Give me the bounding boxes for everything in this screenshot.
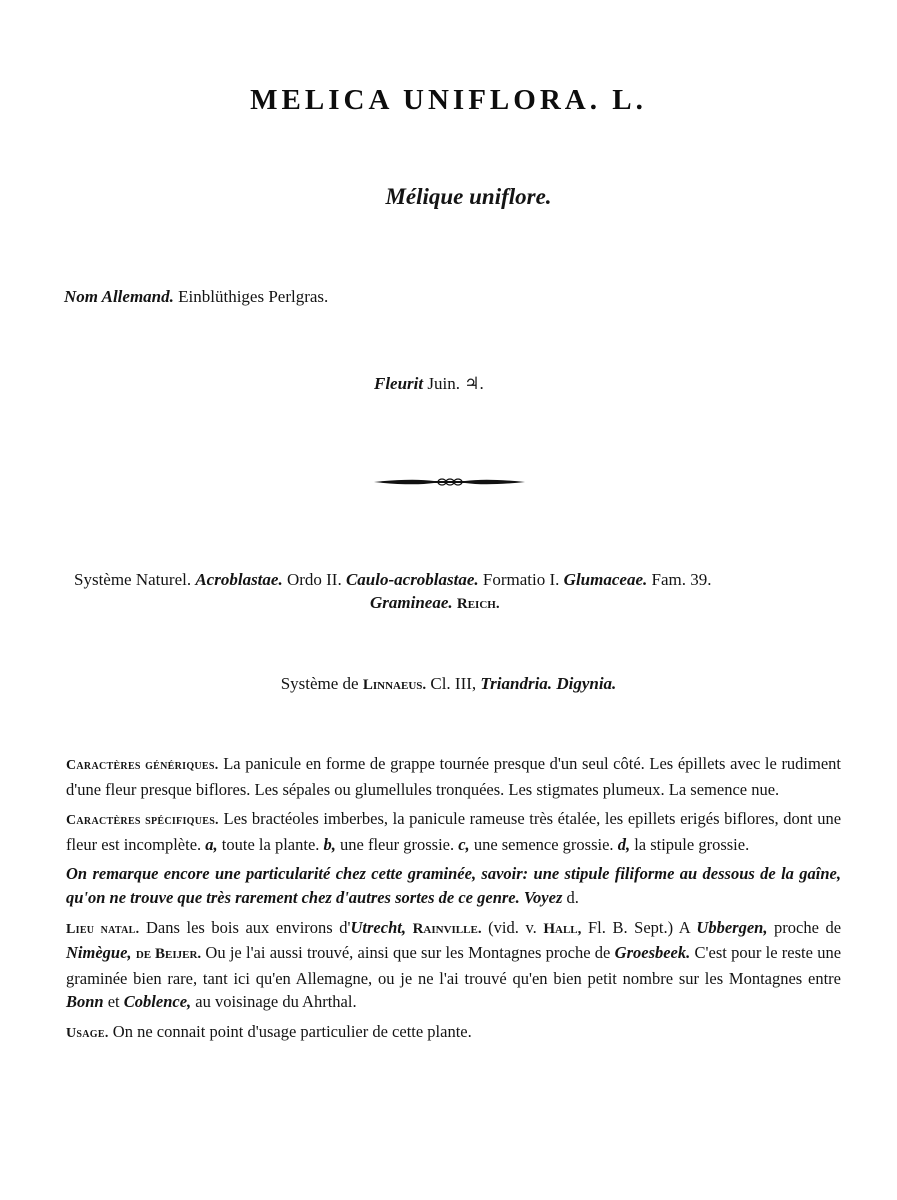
habitat-text-2: (vid. v. <box>488 917 537 937</box>
place-groesbeek: Groesbeek. <box>614 943 691 963</box>
place-ubbergen: Ubbergen, <box>696 917 768 937</box>
flowering-label: Fleurit <box>374 374 424 393</box>
author-de-beijer: de Beijer. <box>135 946 202 963</box>
figure-ref-b: b, <box>323 834 336 854</box>
generic-characters-heading: Caractères génériques. <box>66 758 219 773</box>
habitat-heading: Lieu natal. <box>66 921 140 937</box>
linnaeus-class: Cl. III, <box>430 674 477 693</box>
habitat-text-6: C'est pour le reste une graminée bien rare, tant ici qu'en Allemagne, ou je ne l'ai trouvé qu'en bien petit nombre sur les Montagnes entre <box>66 943 842 988</box>
description-body <box>66 752 841 1052</box>
habitat-text-7: et <box>107 992 120 1012</box>
figure-ref-d-text: la stipule grossie. <box>634 834 750 854</box>
group-term: Glumaceae. <box>563 570 648 589</box>
perennial-symbol: ♃. <box>464 374 484 393</box>
habitat-text-1: Dans les bois aux environs d' <box>146 917 351 937</box>
flowering-line <box>374 374 484 394</box>
german-name-line <box>64 287 328 307</box>
author-hall: Hall, <box>543 920 582 937</box>
remark-text: On remarque encore une particularité chez cette graminée, savoir: une stipule filiforme au dessous de la gaîne, qu'on ne trouve que très rarement chez d'autres sortes de ce genre. Voyez <box>66 864 841 907</box>
ordo-term: Ordo II. <box>286 570 342 589</box>
figure-ref-a-text: toute la plante. <box>221 834 320 854</box>
usage-text: On ne connait point d'usage particulier de cette plante. <box>112 1021 472 1041</box>
figure-ref-d: d, <box>617 834 631 854</box>
family-number: Fam. 39. <box>651 570 712 589</box>
formatio-term: Formatio I. <box>482 570 560 589</box>
habitat-text-5: Ou je l'ai aussi trouvé, ainsi que sur les Montagnes proche de <box>205 943 611 963</box>
linnaeus-label: Système de <box>280 674 359 693</box>
place-bonn: Bonn <box>66 992 104 1012</box>
figure-ref-c-text: une semence grossie. <box>473 834 614 854</box>
habitat-paragraph <box>66 916 841 1014</box>
natural-system-label: Système Naturel. <box>74 570 192 589</box>
ornament-divider-icon <box>372 475 527 489</box>
remark-paragraph <box>66 862 841 909</box>
generic-characters-text: La panicule en forme de grappe tournée presque d'un seul côté. Les épillets avec le rudiment d'une fleur presque biflores. Les sépales ou glumellules tronquées. Les stigmates plumeux. La semence nue. <box>66 754 842 799</box>
habitat-text-8: au voisinage du Ahrthal. <box>195 992 357 1012</box>
place-coblence: Coblence, <box>123 992 192 1012</box>
page-title: MELICA UNIFLORA. L. <box>250 84 647 116</box>
usage-heading: Usage. <box>66 1025 109 1041</box>
figure-ref-c: c, <box>458 834 470 854</box>
specific-characters-heading: Caractères spécifiques. <box>66 813 219 829</box>
specific-characters-paragraph <box>66 807 841 856</box>
suborder-term: Caulo-acroblastae. <box>345 570 479 589</box>
figure-ref-a: a, <box>205 834 218 854</box>
author-rainville: Rainville. <box>412 920 482 937</box>
usage-paragraph <box>66 1020 841 1046</box>
family-term: Gramineae. <box>370 593 453 612</box>
specific-characters-text: Les bractéoles imberbes, la panicule rameuse très étalée, les epillets erigés biflores, dont une fleur est incomplète. <box>66 809 842 854</box>
linnaeus-digynia: Digynia. <box>556 674 617 693</box>
linnaeus-name: Linnaeus. <box>362 677 427 693</box>
author-reich: Reich. <box>456 596 500 612</box>
habitat-text-4: proche de <box>774 917 842 937</box>
french-name: Mélique uniflore. <box>385 184 552 209</box>
german-name-label: Nom Allemand. <box>64 287 174 306</box>
flowering-value: Juin. <box>427 374 460 393</box>
habitat-text-3: Fl. B. Sept.) A <box>588 917 690 937</box>
natural-system-line <box>74 568 834 616</box>
german-name-value: Einblüthiges Perlgras. <box>178 287 329 306</box>
linnaeus-triandria: Triandria. <box>480 674 553 693</box>
place-nimegue: Nimègue, <box>66 943 132 963</box>
figure-ref-b-text: une fleur grossie. <box>340 834 455 854</box>
remark-figure-ref: d. <box>566 887 579 907</box>
class-term: Acroblastae. <box>195 570 283 589</box>
linnaeus-system-line <box>0 674 897 694</box>
place-utrecht: Utrecht, <box>350 917 406 937</box>
generic-characters-paragraph <box>66 752 841 801</box>
